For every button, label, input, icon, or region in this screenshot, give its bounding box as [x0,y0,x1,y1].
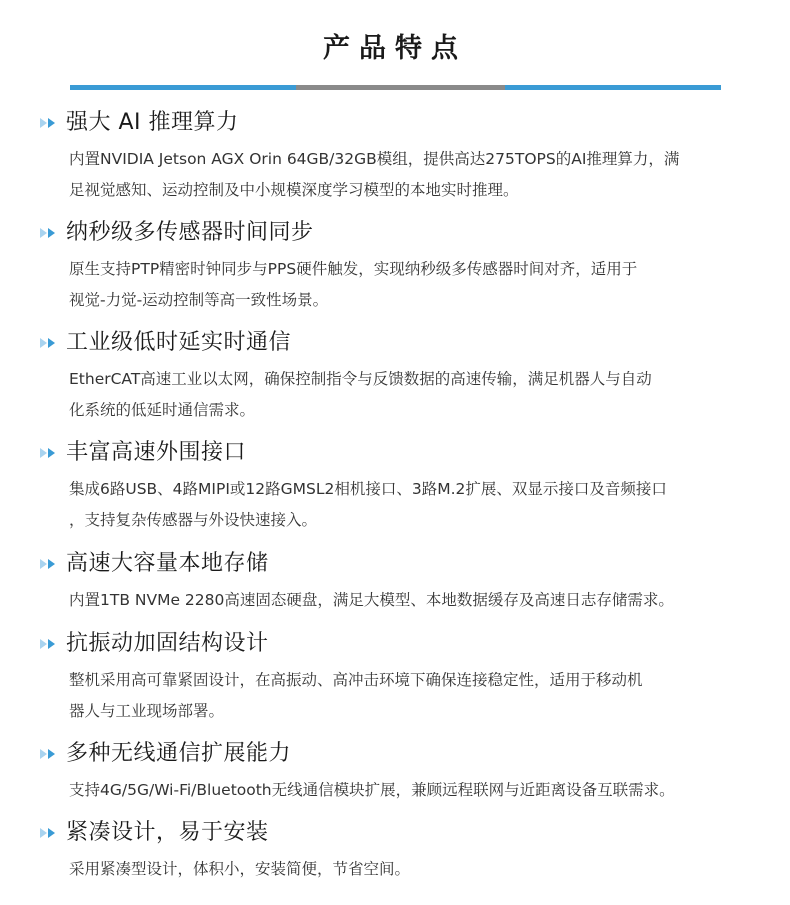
feature-description-line: 集成6路USB、4路MIPI或12路GMSL2相机接口、3路M.2扩展、双显示接口及音频接口 [69,480,667,498]
feature-heading [40,627,750,661]
feature-title: 丰富高速外围接口 [66,440,247,465]
feature-heading [40,816,750,850]
feature-description-line: 足视觉感知、运动控制及中小规模深度学习模型的本地实时推理。 [69,181,519,199]
title-underline [70,85,721,90]
feature-description-line: 采用紧凑型设计，体积小，安装简便，节省空间。 [69,860,411,878]
feature-item [40,436,750,536]
feature-description-line: 内置1TB NVMe 2280高速固态硬盘，满足大模型、本地数据缓存及高速日志存储需求。 [69,591,674,609]
feature-title: 工业级低时延实时通信 [66,330,292,355]
feature-description-line: 器人与工业现场部署。 [69,702,225,720]
feature-description [69,775,749,806]
feature-description-line: 整机采用高可靠紧固设计，在高振动、高冲击环境下确保连接稳定性，适用于移动机 [69,671,643,689]
feature-title: 抗振动加固结构设计 [66,631,269,656]
double-arrow-icon [40,637,66,651]
page-title: 产品特点 [323,33,467,64]
feature-item [40,627,750,727]
title-underline-right [505,85,721,90]
feature-item [40,547,750,616]
feature-description [69,254,749,316]
feature-heading [40,436,750,470]
feature-title: 高速大容量本地存储 [66,551,269,576]
feature-title: 纳秒级多传感器时间同步 [66,220,314,245]
feature-heading [40,106,750,140]
feature-description-line: 视觉-力觉-运动控制等高一致性场景。 [69,291,329,309]
feature-description [69,144,749,206]
feature-title: 强大 AI 推理算力 [66,110,239,135]
feature-item [40,106,750,206]
double-arrow-icon [40,747,66,761]
feature-heading [40,216,750,250]
feature-description [69,585,749,616]
feature-title: 紧凑设计，易于安装 [66,820,269,845]
feature-title: 多种无线通信扩展能力 [66,741,292,766]
feature-item [40,737,750,806]
feature-description-line: 内置NVIDIA Jetson AGX Orin 64GB/32GB模组，提供高达275TOPS的AI推理算力，满 [69,150,680,168]
feature-description-line: 支持4G/5G/Wi-Fi/Bluetooth无线通信模块扩展，兼顾远程联网与近距离设备互联需求。 [69,781,675,799]
feature-description-line: EtherCAT高速工业以太网，确保控制指令与反馈数据的高速传输，满足机器人与自动 [69,370,652,388]
feature-description [69,474,749,536]
double-arrow-icon [40,826,66,840]
feature-item [40,216,750,316]
double-arrow-icon [40,226,66,240]
feature-description-line: 原生支持PTP精密时钟同步与PPS硬件触发，实现纳秒级多传感器时间对齐，适用于 [69,260,638,278]
double-arrow-icon [40,446,66,460]
feature-heading [40,737,750,771]
double-arrow-icon [40,557,66,571]
feature-item [40,816,750,885]
feature-description-line: 化系统的低延时通信需求。 [69,401,256,419]
feature-description [69,665,749,727]
feature-description-line: ，支持复杂传感器与外设快速接入。 [69,511,318,529]
feature-heading [40,547,750,581]
feature-heading [40,326,750,360]
feature-item [40,326,750,426]
feature-description [69,364,749,426]
title-underline-middle [296,85,505,90]
feature-description [69,854,749,885]
double-arrow-icon [40,116,66,130]
double-arrow-icon [40,336,66,350]
title-underline-left [70,85,296,90]
